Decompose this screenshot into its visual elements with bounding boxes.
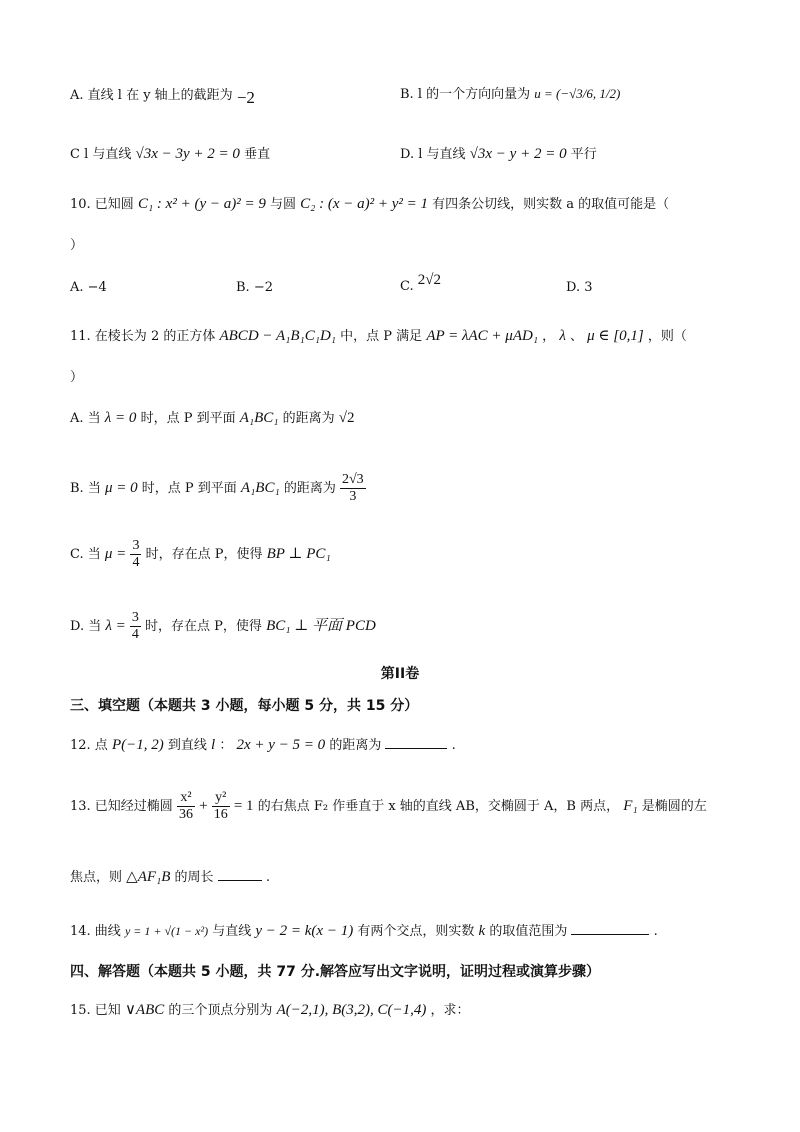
q11-option-b-mid: 时，点 P 到平面 bbox=[141, 481, 237, 496]
q13-end: . bbox=[265, 870, 270, 885]
q10-circle2: C₂ : (x − a)² + y² = 1 bbox=[300, 196, 429, 212]
q13-equals: = 1 bbox=[233, 798, 254, 814]
q9-option-d-text: D. l 与直线 bbox=[400, 147, 466, 162]
q11-option-b-pre: B. 当 bbox=[70, 481, 101, 496]
q12-lead: 12. 点 bbox=[70, 738, 108, 753]
q11-option-b-cond: μ = 0 bbox=[104, 480, 138, 496]
q11-option-d bbox=[70, 606, 376, 647]
q10-option-c-math: 2√2 bbox=[417, 272, 441, 288]
q14-tail: 有两个交点，则实数 bbox=[357, 924, 475, 939]
q11-lambda: λ bbox=[559, 328, 566, 344]
q13-line2 bbox=[70, 866, 270, 888]
q11-option-b-denominator: 3 bbox=[349, 489, 357, 504]
q11-option-c-numerator: 3 bbox=[132, 538, 140, 553]
q12-end: . bbox=[451, 738, 456, 753]
q11-option-c bbox=[70, 534, 331, 575]
q11-option-b bbox=[70, 468, 366, 509]
q12-equation: 2x + y − 5 = 0 bbox=[236, 737, 326, 753]
q13-x-numerator: x² bbox=[177, 790, 195, 807]
q13-stem bbox=[70, 784, 707, 829]
q10-option-b: B. −2 bbox=[236, 280, 273, 295]
q12-answer-blank[interactable] bbox=[385, 734, 447, 749]
q10-option-c bbox=[400, 272, 441, 297]
q11-option-b-fraction bbox=[340, 472, 366, 505]
q15-tail: ，求： bbox=[430, 1003, 470, 1018]
q12-line-name: l bbox=[211, 737, 216, 753]
q13-tail1: 的右焦点 F₂ 作垂直于 x 轴的直线 AB，交椭圆于 A，B 两点， bbox=[257, 799, 620, 814]
q11-option-d-denominator: 4 bbox=[131, 627, 139, 642]
q11-sep: 、 bbox=[569, 329, 583, 344]
q12-stem bbox=[70, 734, 456, 756]
q11-option-c-denominator: 4 bbox=[132, 555, 140, 570]
q14-k: k bbox=[478, 923, 486, 939]
q9-option-c bbox=[70, 144, 270, 165]
q9-option-a bbox=[70, 84, 255, 106]
q10-option-a: A. −4 bbox=[70, 280, 107, 295]
q11-lead: 11. 在棱长为 2 的正方体 bbox=[70, 329, 216, 344]
q14-stem bbox=[70, 920, 658, 942]
q11-option-a-mid: 时，点 P 到平面 bbox=[140, 411, 236, 426]
q10-lead: 10. 已知圆 bbox=[70, 197, 134, 212]
q9-option-a-text: A. 直线 l 在 y 轴上的截距为 bbox=[70, 88, 233, 103]
q11-vector-eq: AP = λAC + μAD₁ bbox=[426, 328, 539, 344]
q10-mid: 与圆 bbox=[269, 197, 296, 212]
q11-option-a-value: √2 bbox=[338, 410, 355, 426]
section-heading-solutions: 四、解答题（本题共 5 小题，共 77 分.解答应写出文字说明，证明过程或演算步骤） bbox=[70, 964, 601, 980]
q9-option-d-tail: 平行 bbox=[570, 147, 597, 162]
q9-option-a-math: −2 bbox=[236, 88, 255, 107]
q11-option-a-plane: A₁BC₁ bbox=[239, 410, 279, 426]
q9-option-d-math: √3x − y + 2 = 0 bbox=[469, 146, 567, 162]
q11-option-b-plane: A₁BC₁ bbox=[240, 480, 280, 496]
q10-option-c-label: C. bbox=[400, 279, 414, 294]
q12-tail: 的距离为 bbox=[329, 738, 382, 753]
q13-y-fraction bbox=[212, 790, 230, 823]
q10-stem bbox=[70, 194, 669, 215]
q15-lead: 15. 已知 bbox=[70, 1003, 121, 1018]
q9-option-c-tail: 垂直 bbox=[244, 147, 271, 162]
q9-option-b-text: B. l 的一个方向向量为 bbox=[400, 87, 531, 102]
q13-f1: F₁ bbox=[623, 798, 638, 814]
q13-tail2: 是椭圆的左 bbox=[641, 799, 707, 814]
q11-option-c-fraction bbox=[130, 538, 141, 571]
q11-tail: ，则（ bbox=[647, 329, 687, 344]
q13-lead: 13. 已知经过椭圆 bbox=[70, 799, 173, 814]
q13-plus: + bbox=[199, 798, 208, 814]
q11-option-b-numerator: 2√3 bbox=[341, 472, 364, 487]
q13-y-denominator: 16 bbox=[213, 807, 228, 822]
q15-triangle: ∨ABC bbox=[124, 1002, 165, 1018]
q11-option-c-relation: BP ⊥ PC₁ bbox=[266, 546, 331, 562]
q10-circle1: C₁ : x² + (y − a)² = 9 bbox=[137, 196, 266, 212]
q14-curve: y = 1 + √(1 − x²) bbox=[124, 924, 209, 938]
q11-option-b-mid2: 的距离为 bbox=[283, 481, 336, 496]
q11-option-a-pre: A. 当 bbox=[70, 411, 101, 426]
q11-option-d-var: λ = bbox=[105, 618, 126, 634]
q13-triangle: △AF₁B bbox=[126, 869, 171, 885]
q9-option-d bbox=[400, 144, 597, 165]
q11-option-d-mid: 时，存在点 P，使得 bbox=[145, 619, 262, 634]
section-heading-fill-in: 三、填空题（本题共 3 小题，每小题 5 分，共 15 分） bbox=[70, 698, 419, 714]
q11-option-a bbox=[70, 408, 355, 429]
q11-stem bbox=[70, 326, 687, 347]
q10-tail: 有四条公切线，则实数 a 的取值可能是（ bbox=[432, 197, 670, 212]
q11-option-d-fraction bbox=[130, 610, 141, 643]
q13-line2-lead: 焦点，则 bbox=[70, 870, 123, 885]
q11-option-c-var: μ = bbox=[104, 546, 127, 562]
q14-line: y − 2 = k(x − 1) bbox=[255, 923, 354, 939]
q11-comma: ， bbox=[542, 329, 556, 344]
q11-option-a-mid2: 的距离为 bbox=[282, 411, 335, 426]
q14-lead: 14. 曲线 bbox=[70, 924, 121, 939]
q14-answer-blank[interactable] bbox=[571, 920, 649, 935]
q13-line2-tail: 的周长 bbox=[174, 870, 214, 885]
q11-option-c-pre: C. 当 bbox=[70, 547, 101, 562]
q11-mid: 中，点 P 满足 bbox=[340, 329, 423, 344]
part-title: 第II卷 bbox=[380, 666, 420, 682]
q11-option-a-cond: λ = 0 bbox=[104, 410, 137, 426]
q12-mid: 到直线 bbox=[167, 738, 207, 753]
q13-x-denominator: 36 bbox=[178, 807, 193, 822]
q13-answer-blank[interactable] bbox=[218, 866, 262, 881]
q11-option-d-relation: BC₁ ⊥ 平面 PCD bbox=[266, 618, 376, 634]
q15-mid: 的三个顶点分别为 bbox=[168, 1003, 273, 1018]
q15-points: A(−2,1), B(3,2), C(−1,4) bbox=[276, 1002, 427, 1018]
q15-stem bbox=[70, 1000, 470, 1021]
q13-x-fraction bbox=[177, 790, 195, 823]
q14-tail2: 的取值范围为 bbox=[489, 924, 568, 939]
q11-cube: ABCD − A₁B₁C₁D₁ bbox=[219, 328, 337, 344]
q9-option-b bbox=[400, 84, 620, 105]
q11-option-d-pre: D. 当 bbox=[70, 619, 102, 634]
q10-option-d: D. 3 bbox=[566, 280, 593, 295]
q11-option-c-mid: 时，存在点 P，使得 bbox=[145, 547, 263, 562]
q12-point: P(−1, 2) bbox=[111, 737, 164, 753]
q14-mid: 与直线 bbox=[212, 924, 252, 939]
q9-option-b-math: u = (−√3/6, 1/2) bbox=[534, 86, 621, 101]
q10-close-paren: ） bbox=[70, 238, 84, 253]
q11-mu-range: μ ∈ [0,1] bbox=[587, 328, 644, 344]
q12-colon: ： bbox=[219, 738, 233, 753]
q13-y-numerator: y² bbox=[212, 790, 230, 807]
q9-option-c-math: √3x − 3y + 2 = 0 bbox=[135, 146, 240, 162]
q11-option-d-numerator: 3 bbox=[131, 610, 139, 625]
q11-close-paren: ） bbox=[70, 370, 84, 385]
q14-end: . bbox=[653, 924, 658, 939]
q9-option-c-text: C l 与直线 bbox=[70, 147, 132, 162]
